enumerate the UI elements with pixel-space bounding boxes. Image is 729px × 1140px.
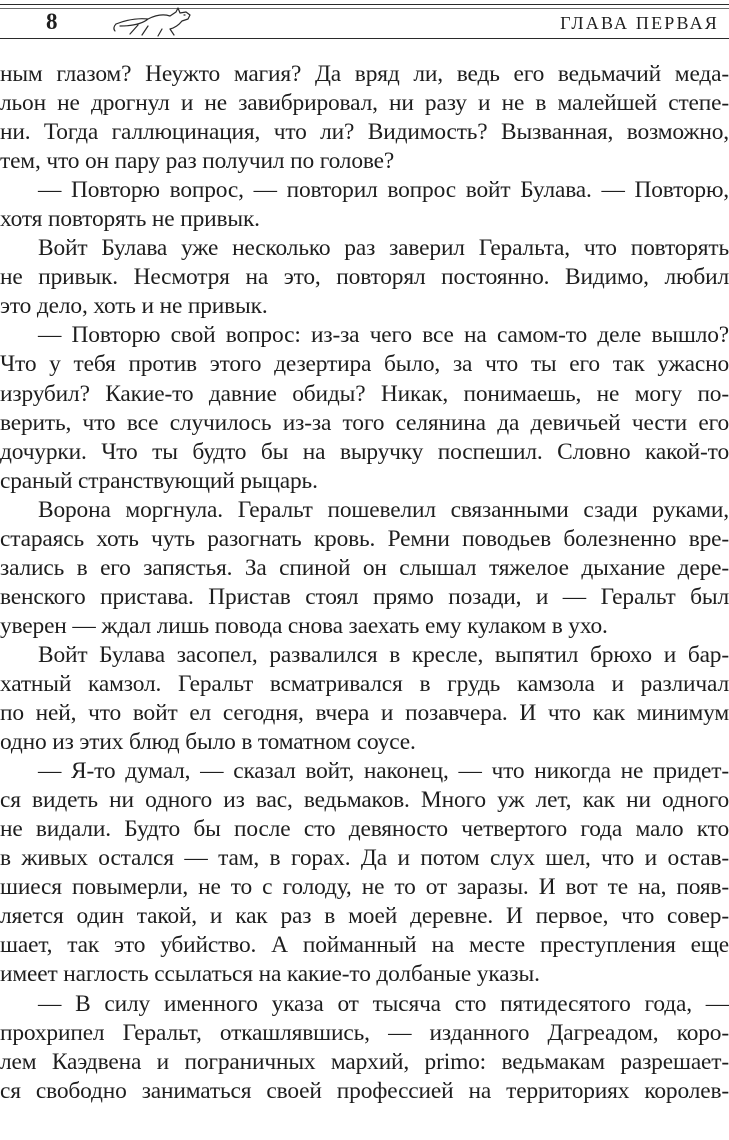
text-line: Войт Булава засопел, развалился в кресле, выпятил брюхо и бар- [38,641,729,668]
text-line: зались в его запястья. За спиной он слышал тяжелое дыхание дере- [0,554,729,581]
text-line: тем, что он пару раз получил по голове? [0,148,395,175]
text-line: дочурки. Что ты будто бы на выручку поспешил. Словно какой-то [0,438,729,465]
text-line: шает, так это убийство. А пойманный на месте преступления еще [0,932,729,959]
text-line: одно из этих блюд было в томатном соусе. [0,729,416,756]
text-line: ся видеть ни одного из вас, ведьмаков. Много уж лет, как ни одного [0,787,729,814]
text-line: ся свободно заниматься своей профессией на территориях королев- [0,1077,729,1104]
text-line: — Повторю вопрос, — повторил вопрос войт Булава. — Повторю, [38,177,729,204]
header-rule-bottom [0,38,729,39]
wolf-icon [112,4,202,38]
text-line: прохрипел Геральт, откашлявшись, — изданного Дагреадом, коро- [0,1019,729,1046]
text-line: имеет наглость ссылаться на какие-то долбаные указы. [0,961,540,988]
text-line: не видали. Будто бы после сто девяносто четвертого года мало кто [0,816,729,843]
text-line: лем Каэдвена и пограничных мархий, primo: ведьмакам разрешает- [0,1048,729,1075]
text-line: льон не дрогнул и не завибрировал, ни разу и не в малейшей степе- [0,90,729,117]
text-line: — Повторю свой вопрос: из-за чего все на самом-то деле вышло? [38,322,729,349]
text-line: венского пристава. Пристав стоял прямо позади, и — Геральт был [0,583,729,610]
header-rule-top [0,4,729,5]
text-line: ляется один такой, и как раз в моей деревне. И первое, что совер- [0,903,729,930]
text-line: хотя повторять не привык. [0,206,260,233]
text-line: ным глазом? Неужто магия? Да вряд ли, ведь его ведьмачий меда- [0,61,729,87]
text-line: — Я-то думал, — сказал войт, наконец, — что никогда не придет- [38,758,729,785]
text-line: стараясь хоть чуть разогнать кровь. Ремни поводьев болезненно вре- [0,525,729,552]
text-line: — В силу именного указа от тысяча сто пятидесятого года, — [38,990,729,1017]
text-line: сраный странствующий рыцарь. [0,467,318,494]
text-line: по ней, что войт ел сегодня, вчера и позавчера. И что как минимум [0,700,729,727]
text-line: ни. Тогда галлюцинация, что ли? Видимость? Вызванная, возможно, [0,119,729,146]
page-header [0,0,729,44]
text-line: не привык. Несмотря на это, повторял постоянно. Видимо, любил [0,264,729,291]
header-rule-thin [0,8,729,9]
text-line: хатный камзол. Геральт всматривался в грудь камзола и различал [0,670,729,697]
body-text [0,60,729,1106]
text-line: уверен — ждал лишь повода снова заехать ему кулаком в ухо. [0,612,608,639]
page-number: 8 [46,9,58,34]
text-line: в живых остался — там, в горах. Да и потом слух шел, что и остав- [0,845,729,872]
text-line: верить, что все случилось из-за того селянина да девичьей чести его [0,409,729,436]
text-line: Что у тебя против этого дезертира было, за что ты его так ужасно [0,351,729,378]
text-line: Ворона моргнула. Геральт пошевелил связанными сзади руками, [38,496,729,523]
running-head: ГЛАВА ПЕРВАЯ [560,13,719,33]
text-line: Войт Булава уже несколько раз заверил Геральта, что повторять [38,235,729,262]
text-line: шиеся повымерли, не то с голоду, не то от заразы. И вот те на, появ- [0,874,729,901]
text-line: изрубил? Какие-то давние обиды? Никак, понимаешь, не могу по- [0,380,729,407]
text-line: это дело, хоть и не привык. [0,293,268,320]
